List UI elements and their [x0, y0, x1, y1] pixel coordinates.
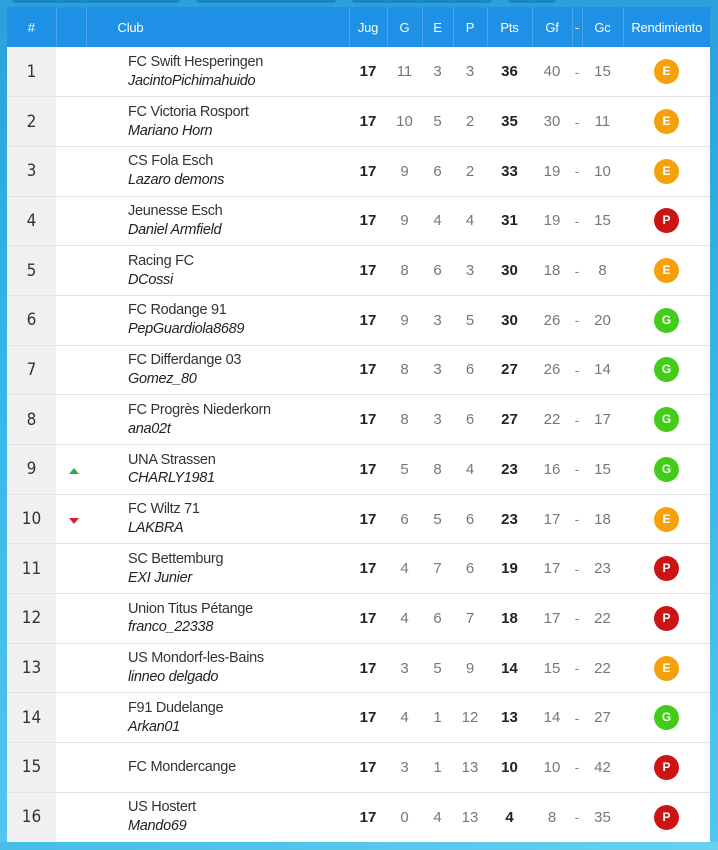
position-cell: 7 [7, 345, 56, 395]
table-row[interactable] [7, 643, 710, 693]
top-tab-3[interactable] [352, 0, 492, 3]
rendimiento-badge[interactable]: G [654, 308, 679, 333]
won-cell: 9 [400, 212, 409, 230]
goals-against-cell: 14 [594, 361, 611, 379]
goals-against-cell: 17 [594, 411, 611, 429]
col-header-sep: - [572, 7, 582, 47]
drawn-cell: 8 [433, 460, 442, 478]
trend-cell [56, 395, 86, 445]
rendimiento-cell [623, 246, 710, 296]
manager-name[interactable]: Mando69 [128, 818, 187, 835]
col-header-e[interactable]: E [422, 7, 453, 47]
trend-cell [56, 97, 86, 147]
table-row[interactable] [7, 792, 710, 842]
rendimiento-badge[interactable]: G [654, 407, 679, 432]
lost-cell: 4 [465, 460, 475, 478]
manager-name[interactable]: EXI Junier [128, 569, 192, 586]
lost-cell: 9 [465, 659, 475, 677]
lost-cell: 13 [461, 808, 479, 826]
goals-against-cell: 10 [594, 162, 611, 180]
lost-cell: 5 [465, 311, 475, 329]
goals-for-cell: 19 [543, 162, 561, 180]
standings-table [7, 7, 710, 843]
rendimiento-cell [623, 643, 710, 693]
lost-cell: 7 [465, 609, 475, 627]
rendimiento-badge[interactable]: G [654, 705, 679, 730]
top-tab-1[interactable] [12, 0, 180, 3]
position-cell: 6 [7, 295, 56, 345]
manager-name[interactable]: franco_22338 [128, 619, 214, 636]
table-header-row [7, 7, 710, 47]
won-cell: 0 [400, 808, 409, 826]
lost-cell: 6 [465, 510, 475, 528]
goals-separator: - [574, 361, 580, 378]
col-header-club[interactable]: Club [86, 7, 349, 47]
goals-for-cell: 16 [543, 460, 561, 478]
played-cell: 17 [359, 212, 377, 230]
club-cell[interactable] [86, 146, 349, 196]
trend-cell [56, 295, 86, 345]
position-cell: 15 [7, 743, 56, 793]
drawn-cell: 7 [433, 560, 442, 578]
points-cell: 23 [501, 460, 518, 478]
drawn-cell: 1 [433, 758, 442, 776]
lost-cell: 6 [465, 411, 475, 429]
drawn-cell: 1 [433, 709, 442, 727]
table-row[interactable] [7, 246, 710, 296]
manager-name[interactable]: Daniel Armfield [128, 221, 222, 238]
drawn-cell: 6 [433, 609, 442, 627]
club-cell[interactable] [86, 693, 349, 743]
club-name[interactable]: FC Victoria Rosport [128, 103, 249, 120]
played-cell: 17 [359, 113, 377, 131]
manager-name[interactable]: CHARLY1981 [128, 470, 215, 487]
club-cell[interactable] [86, 196, 349, 246]
trend-cell [56, 246, 86, 296]
manager-name[interactable]: ana02t [128, 420, 171, 437]
played-cell: 17 [359, 460, 377, 478]
drawn-cell: 3 [433, 411, 442, 429]
trend-cell [56, 792, 86, 842]
played-cell: 17 [359, 510, 377, 528]
goals-separator: - [574, 709, 580, 726]
manager-name[interactable]: Gomez_80 [128, 370, 197, 387]
goals-for-cell: 17 [543, 560, 561, 578]
rendimiento-badge[interactable]: P [654, 208, 679, 233]
rendimiento-badge[interactable]: E [654, 59, 679, 84]
lost-cell: 2 [465, 113, 475, 131]
club-name[interactable]: FC Differdange 03 [128, 352, 242, 369]
club-name[interactable]: US Hostert [128, 799, 196, 816]
lost-cell: 3 [465, 63, 475, 81]
table-row[interactable] [7, 196, 710, 246]
rendimiento-cell [623, 544, 710, 594]
drawn-cell: 4 [433, 212, 442, 230]
table-row[interactable] [7, 594, 710, 644]
club-name[interactable]: CS Fola Esch [128, 153, 214, 170]
trend-cell [56, 196, 86, 246]
rendimiento-cell [623, 97, 710, 147]
col-header-p[interactable]: P [453, 7, 487, 47]
table-row[interactable] [7, 146, 710, 196]
standings-table-container [7, 7, 710, 842]
goals-for-cell: 22 [543, 411, 561, 429]
lost-cell: 6 [465, 560, 475, 578]
goals-separator: - [574, 411, 580, 428]
club-cell[interactable] [86, 445, 349, 495]
goals-for-cell: 40 [543, 63, 561, 81]
goals-for-cell: 19 [543, 212, 561, 230]
drawn-cell: 6 [433, 262, 442, 280]
points-cell: 31 [501, 212, 518, 230]
goals-for-cell: 26 [543, 311, 561, 329]
table-row[interactable] [7, 345, 710, 395]
played-cell: 17 [359, 63, 377, 81]
position-cell: 8 [7, 395, 56, 445]
drawn-cell: 6 [433, 162, 442, 180]
won-cell: 10 [396, 113, 413, 131]
col-header-rendimiento[interactable]: Rendimiento [623, 7, 710, 47]
drawn-cell: 5 [433, 113, 442, 131]
trend-up-icon [69, 468, 79, 474]
won-cell: 3 [400, 659, 409, 677]
points-cell: 33 [501, 162, 518, 180]
points-cell: 35 [501, 113, 518, 131]
goals-against-cell: 18 [594, 510, 611, 528]
goals-against-cell: 22 [594, 609, 611, 627]
position-cell: 5 [7, 246, 56, 296]
trend-cell [56, 494, 86, 544]
table-row[interactable] [7, 47, 710, 97]
col-header-jug[interactable]: Jug [349, 7, 387, 47]
club-cell[interactable] [86, 47, 349, 97]
rendimiento-cell [623, 196, 710, 246]
col-header-gf[interactable]: Gf [532, 7, 572, 47]
club-name[interactable]: UNA Strassen [128, 451, 216, 468]
trend-cell [56, 594, 86, 644]
bottom-strip [0, 842, 718, 850]
rendimiento-badge[interactable]: E [654, 109, 679, 134]
goals-separator: - [574, 560, 580, 577]
rendimiento-badge[interactable]: P [654, 606, 679, 631]
goals-for-cell: 14 [543, 709, 561, 727]
goals-for-cell: 17 [543, 510, 561, 528]
goals-separator: - [574, 262, 580, 279]
trend-cell [56, 445, 86, 495]
table-row[interactable] [7, 395, 710, 445]
goals-against-cell: 23 [594, 560, 611, 578]
position-cell: 9 [7, 445, 56, 495]
lost-cell: 4 [465, 212, 475, 230]
won-cell: 6 [400, 510, 409, 528]
manager-name[interactable]: LAKBRA [128, 520, 184, 537]
played-cell: 17 [359, 162, 377, 180]
trend-down-icon [69, 518, 79, 524]
played-cell: 17 [359, 609, 377, 627]
trend-cell [56, 146, 86, 196]
top-tab-strip [0, 0, 718, 6]
club-cell[interactable] [86, 743, 349, 793]
goals-against-cell: 42 [594, 758, 611, 776]
position-cell: 12 [7, 594, 56, 644]
table-row[interactable] [7, 494, 710, 544]
won-cell: 5 [400, 460, 409, 478]
club-name[interactable]: FC Mondercange [128, 759, 236, 776]
col-header-g[interactable]: G [387, 7, 422, 47]
position-cell: 4 [7, 196, 56, 246]
goals-for-cell: 8 [547, 808, 557, 826]
club-cell[interactable] [86, 494, 349, 544]
manager-name[interactable]: Arkan01 [128, 718, 180, 735]
rendimiento-cell [623, 295, 710, 345]
goals-separator: - [574, 610, 580, 627]
points-cell: 23 [501, 510, 518, 528]
col-header-trend [56, 7, 86, 47]
rendimiento-cell [623, 47, 710, 97]
drawn-cell: 5 [433, 659, 442, 677]
rendimiento-cell [623, 494, 710, 544]
drawn-cell: 5 [433, 510, 442, 528]
club-cell[interactable] [86, 544, 349, 594]
won-cell: 8 [400, 262, 409, 280]
rendimiento-cell [623, 792, 710, 842]
points-cell: 27 [501, 411, 518, 429]
won-cell: 8 [400, 411, 409, 429]
club-cell[interactable] [86, 345, 349, 395]
table-row[interactable] [7, 295, 710, 345]
drawn-cell: 4 [433, 808, 442, 826]
points-cell: 19 [501, 560, 518, 578]
drawn-cell: 3 [433, 311, 442, 329]
played-cell: 17 [359, 758, 377, 776]
manager-name[interactable]: PepGuardiola8689 [128, 321, 245, 338]
rendimiento-cell [623, 395, 710, 445]
drawn-cell: 3 [433, 361, 442, 379]
won-cell: 9 [400, 311, 409, 329]
rendimiento-badge[interactable]: E [654, 159, 679, 184]
rendimiento-cell [623, 693, 710, 743]
position-cell: 3 [7, 146, 56, 196]
rendimiento-badge[interactable]: E [654, 656, 679, 681]
lost-cell: 2 [465, 162, 475, 180]
goals-separator: - [574, 809, 580, 826]
table-body [7, 47, 710, 842]
points-cell: 18 [501, 609, 518, 627]
club-name[interactable]: FC Swift Hesperingen [128, 53, 264, 70]
rendimiento-badge[interactable]: E [654, 258, 679, 283]
position-cell: 2 [7, 97, 56, 147]
position-cell: 14 [7, 693, 56, 743]
won-cell: 8 [400, 361, 409, 379]
played-cell: 17 [359, 361, 377, 379]
goals-separator: - [574, 312, 580, 329]
lost-cell: 13 [461, 758, 479, 776]
played-cell: 17 [359, 411, 377, 429]
goals-against-cell: 27 [594, 709, 611, 727]
rendimiento-badge[interactable]: P [654, 755, 679, 780]
position-cell: 11 [7, 544, 56, 594]
goals-against-cell: 22 [594, 659, 611, 677]
goals-separator: - [574, 113, 580, 130]
club-name[interactable]: FC Rodange 91 [128, 302, 227, 319]
points-cell: 14 [501, 659, 518, 677]
top-tab-2[interactable] [196, 0, 336, 3]
table-row[interactable] [7, 743, 710, 793]
points-cell: 27 [501, 361, 518, 379]
trend-cell [56, 544, 86, 594]
rendimiento-cell [623, 743, 710, 793]
goals-against-cell: 35 [594, 808, 611, 826]
points-cell: 4 [505, 808, 514, 826]
points-cell: 13 [501, 709, 518, 727]
trend-cell [56, 345, 86, 395]
played-cell: 17 [359, 262, 377, 280]
won-cell: 3 [400, 758, 409, 776]
points-cell: 10 [501, 758, 518, 776]
club-name[interactable]: FC Wiltz 71 [128, 501, 200, 518]
lost-cell: 3 [465, 262, 475, 280]
manager-name[interactable]: linneo delgado [128, 669, 219, 686]
goals-for-cell: 17 [543, 609, 561, 627]
club-name[interactable]: Racing FC [128, 252, 194, 269]
club-name[interactable]: FC Progrès Niederkorn [128, 401, 271, 418]
trend-cell [56, 693, 86, 743]
goals-separator: - [574, 461, 580, 478]
position-cell: 13 [7, 643, 56, 693]
goals-for-cell: 18 [543, 262, 561, 280]
goals-separator: - [574, 163, 580, 180]
col-header-pos[interactable]: # [27, 19, 35, 35]
points-cell: 30 [501, 262, 518, 280]
manager-name[interactable]: JacintoPichimahuido [128, 72, 256, 89]
top-tab-4[interactable] [508, 0, 556, 3]
club-name[interactable]: US Mondorf-les-Bains [128, 650, 264, 667]
goals-for-cell: 10 [543, 758, 561, 776]
goals-against-cell: 15 [594, 63, 611, 81]
club-cell[interactable] [86, 295, 349, 345]
goals-for-cell: 15 [543, 659, 561, 677]
rendimiento-cell [623, 345, 710, 395]
rendimiento-badge[interactable]: P [654, 556, 679, 581]
won-cell: 4 [400, 609, 409, 627]
club-name[interactable]: SC Bettemburg [128, 550, 224, 567]
trend-cell [56, 643, 86, 693]
club-cell[interactable] [86, 395, 349, 445]
won-cell: 9 [400, 162, 409, 180]
club-name[interactable]: Jeunesse Esch [128, 203, 223, 220]
rendimiento-badge[interactable]: P [654, 805, 679, 830]
goals-separator: - [574, 660, 580, 677]
won-cell: 4 [400, 709, 409, 727]
trend-cell [56, 743, 86, 793]
club-cell[interactable] [86, 643, 349, 693]
manager-name[interactable]: DCossi [128, 271, 173, 288]
col-header-gc[interactable]: Gc [582, 7, 623, 47]
manager-name[interactable]: Mariano Horn [128, 122, 213, 139]
manager-name[interactable]: Lazaro demons [128, 172, 225, 189]
col-header-pts[interactable]: Pts [487, 7, 532, 47]
goals-separator: - [574, 511, 580, 528]
won-cell: 4 [400, 560, 409, 578]
played-cell: 17 [359, 659, 377, 677]
points-cell: 30 [501, 311, 518, 329]
rendimiento-badge[interactable]: E [654, 507, 679, 532]
position-cell: 1 [7, 47, 56, 97]
goals-against-cell: 8 [598, 262, 607, 280]
goals-separator: - [574, 759, 580, 776]
drawn-cell: 3 [433, 63, 442, 81]
goals-separator: - [574, 212, 580, 229]
table-row[interactable] [7, 97, 710, 147]
goals-against-cell: 15 [594, 212, 611, 230]
rendimiento-badge[interactable]: G [654, 357, 679, 382]
club-cell[interactable] [86, 246, 349, 296]
club-name[interactable]: Union Titus Pétange [128, 600, 253, 617]
won-cell: 11 [396, 63, 413, 81]
goals-against-cell: 20 [594, 311, 611, 329]
rendimiento-badge[interactable]: G [654, 457, 679, 482]
goals-for-cell: 30 [543, 113, 561, 131]
goals-against-cell: 15 [594, 460, 611, 478]
rendimiento-cell [623, 445, 710, 495]
rendimiento-cell [623, 146, 710, 196]
played-cell: 17 [359, 808, 377, 826]
goals-separator: - [574, 63, 580, 80]
table-row[interactable] [7, 445, 710, 495]
rendimiento-cell [623, 594, 710, 644]
trend-cell [56, 47, 86, 97]
club-name[interactable]: F91 Dudelange [128, 699, 224, 716]
position-cell: 10 [7, 494, 56, 544]
club-cell[interactable] [86, 97, 349, 147]
goals-against-cell: 11 [594, 113, 611, 131]
played-cell: 17 [359, 709, 377, 727]
played-cell: 17 [359, 560, 377, 578]
lost-cell: 6 [465, 361, 475, 379]
points-cell: 36 [501, 63, 518, 81]
club-cell[interactable] [86, 792, 349, 842]
table-row[interactable] [7, 693, 710, 743]
lost-cell: 12 [461, 709, 479, 727]
table-row[interactable] [7, 544, 710, 594]
club-cell[interactable] [86, 594, 349, 644]
played-cell: 17 [359, 311, 377, 329]
position-cell: 16 [7, 792, 56, 842]
goals-for-cell: 26 [543, 361, 561, 379]
